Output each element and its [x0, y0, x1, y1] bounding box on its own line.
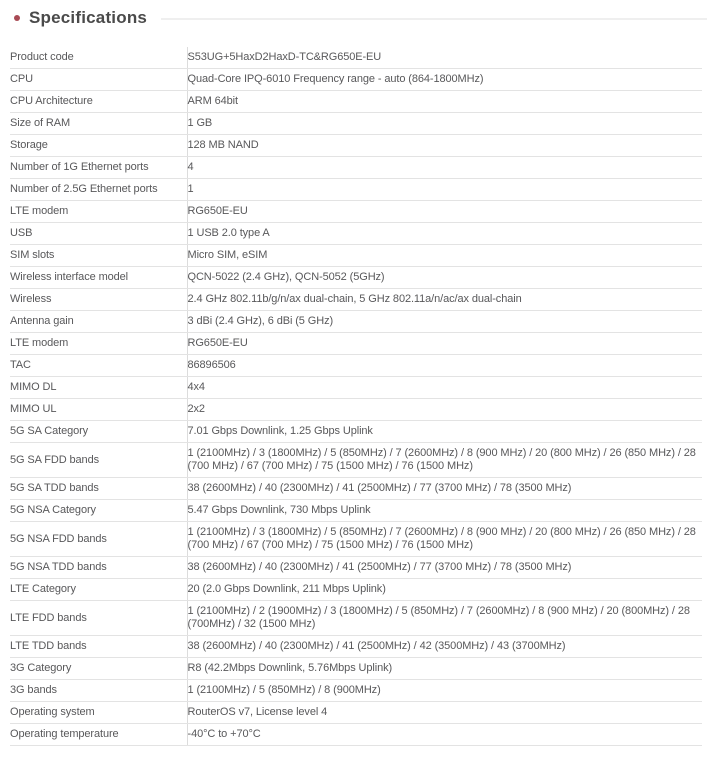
bullet-icon	[14, 15, 20, 21]
spec-label: CPU Architecture	[10, 91, 187, 113]
spec-label: Number of 2.5G Ethernet ports	[10, 179, 187, 201]
spec-row	[10, 658, 702, 680]
spec-value: R8 (42.2Mbps Downlink, 5.76Mbps Uplink)	[187, 658, 702, 680]
spec-label: 3G Category	[10, 658, 187, 680]
spec-value: 1 USB 2.0 type A	[187, 223, 702, 245]
spec-row	[10, 201, 702, 223]
spec-row	[10, 179, 702, 201]
spec-row	[10, 47, 702, 69]
spec-value: 3 dBi (2.4 GHz), 6 dBi (5 GHz)	[187, 311, 702, 333]
spec-row	[10, 680, 702, 702]
spec-label: Number of 1G Ethernet ports	[10, 157, 187, 179]
spec-row	[10, 267, 702, 289]
spec-value: 7.01 Gbps Downlink, 1.25 Gbps Uplink	[187, 421, 702, 443]
spec-row	[10, 223, 702, 245]
spec-value: RG650E-EU	[187, 201, 702, 223]
spec-label: CPU	[10, 69, 187, 91]
spec-label: Wireless	[10, 289, 187, 311]
section-header	[0, 6, 711, 30]
spec-label: 5G NSA TDD bands	[10, 557, 187, 579]
spec-label: 5G SA Category	[10, 421, 187, 443]
spec-value: 20 (2.0 Gbps Downlink, 211 Mbps Uplink)	[187, 579, 702, 601]
spec-label: LTE modem	[10, 333, 187, 355]
spec-label: 5G NSA FDD bands	[10, 522, 187, 557]
spec-row	[10, 478, 702, 500]
spec-row	[10, 333, 702, 355]
spec-label: Antenna gain	[10, 311, 187, 333]
spec-value: 2x2	[187, 399, 702, 421]
spec-row	[10, 289, 702, 311]
spec-row	[10, 421, 702, 443]
spec-table-container	[10, 47, 702, 746]
spec-row	[10, 443, 702, 478]
spec-label: 5G NSA Category	[10, 500, 187, 522]
spec-label: MIMO UL	[10, 399, 187, 421]
spec-label: LTE TDD bands	[10, 636, 187, 658]
spec-table-body	[10, 47, 702, 746]
spec-row	[10, 69, 702, 91]
spec-row	[10, 500, 702, 522]
spec-value: 128 MB NAND	[187, 135, 702, 157]
spec-value: 4x4	[187, 377, 702, 399]
spec-value: 5.47 Gbps Downlink, 730 Mbps Uplink	[187, 500, 702, 522]
spec-value: 1 (2100MHz) / 3 (1800MHz) / 5 (850MHz) / 7 (2600MHz) / 8 (900 MHz) / 20 (800 MHz) / 26 (850 MHz) / 28 (700 MHz) / 67 (700 MHz) / 75 (1500 MHz) / 76 (1500 MHz)	[187, 443, 702, 478]
spec-label: 5G SA FDD bands	[10, 443, 187, 478]
spec-row	[10, 724, 702, 746]
spec-table	[10, 47, 702, 746]
spec-label: TAC	[10, 355, 187, 377]
spec-label: LTE FDD bands	[10, 601, 187, 636]
header-divider	[161, 18, 707, 20]
spec-value: 38 (2600MHz) / 40 (2300MHz) / 41 (2500MHz) / 42 (3500MHz) / 43 (3700MHz)	[187, 636, 702, 658]
spec-label: Product code	[10, 47, 187, 69]
spec-value: 38 (2600MHz) / 40 (2300MHz) / 41 (2500MHz) / 77 (3700 MHz) / 78 (3500 MHz)	[187, 478, 702, 500]
spec-value: QCN-5022 (2.4 GHz), QCN-5052 (5GHz)	[187, 267, 702, 289]
spec-value: 2.4 GHz 802.11b/g/n/ax dual-chain, 5 GHz 802.11a/n/ac/ax dual-chain	[187, 289, 702, 311]
spec-label: MIMO DL	[10, 377, 187, 399]
spec-label: Wireless interface model	[10, 267, 187, 289]
spec-row	[10, 399, 702, 421]
spec-row	[10, 636, 702, 658]
spec-value: 4	[187, 157, 702, 179]
spec-value: RG650E-EU	[187, 333, 702, 355]
spec-label: Operating temperature	[10, 724, 187, 746]
spec-label: LTE modem	[10, 201, 187, 223]
spec-label: Operating system	[10, 702, 187, 724]
spec-value: 1 (2100MHz) / 5 (850MHz) / 8 (900MHz)	[187, 680, 702, 702]
spec-row	[10, 377, 702, 399]
section-title: Specifications	[29, 8, 148, 27]
spec-row	[10, 113, 702, 135]
spec-value: ARM 64bit	[187, 91, 702, 113]
spec-row	[10, 135, 702, 157]
spec-value: RouterOS v7, License level 4	[187, 702, 702, 724]
spec-value: 86896506	[187, 355, 702, 377]
spec-label: 3G bands	[10, 680, 187, 702]
spec-row	[10, 601, 702, 636]
spec-value: Micro SIM, eSIM	[187, 245, 702, 267]
spec-value: 38 (2600MHz) / 40 (2300MHz) / 41 (2500MHz) / 77 (3700 MHz) / 78 (3500 MHz)	[187, 557, 702, 579]
spec-row	[10, 557, 702, 579]
spec-row	[10, 702, 702, 724]
spec-label: Storage	[10, 135, 187, 157]
spec-value: 1 (2100MHz) / 2 (1900MHz) / 3 (1800MHz) / 5 (850MHz) / 7 (2600MHz) / 8 (900 MHz) / 20 (800MHz) / 28 (700MHz) / 32 (1500 MHz)	[187, 601, 702, 636]
spec-label: LTE Category	[10, 579, 187, 601]
spec-value: 1 GB	[187, 113, 702, 135]
spec-value: Quad-Core IPQ-6010 Frequency range - auto (864-1800MHz)	[187, 69, 702, 91]
spec-value: S53UG+5HaxD2HaxD-TC&RG650E-EU	[187, 47, 702, 69]
spec-value: 1 (2100MHz) / 3 (1800MHz) / 5 (850MHz) / 7 (2600MHz) / 8 (900 MHz) / 20 (800 MHz) / 26 (850 MHz) / 28 (700 MHz) / 67 (700 MHz) / 75 (1500 MHz) / 76 (1500 MHz)	[187, 522, 702, 557]
spec-value: 1	[187, 179, 702, 201]
spec-row	[10, 355, 702, 377]
spec-value: -40°C to +70°C	[187, 724, 702, 746]
spec-row	[10, 311, 702, 333]
spec-row	[10, 579, 702, 601]
spec-row	[10, 91, 702, 113]
spec-label: USB	[10, 223, 187, 245]
spec-label: 5G SA TDD bands	[10, 478, 187, 500]
spec-row	[10, 522, 702, 557]
spec-label: SIM slots	[10, 245, 187, 267]
spec-label: Size of RAM	[10, 113, 187, 135]
spec-row	[10, 245, 702, 267]
spec-row	[10, 157, 702, 179]
